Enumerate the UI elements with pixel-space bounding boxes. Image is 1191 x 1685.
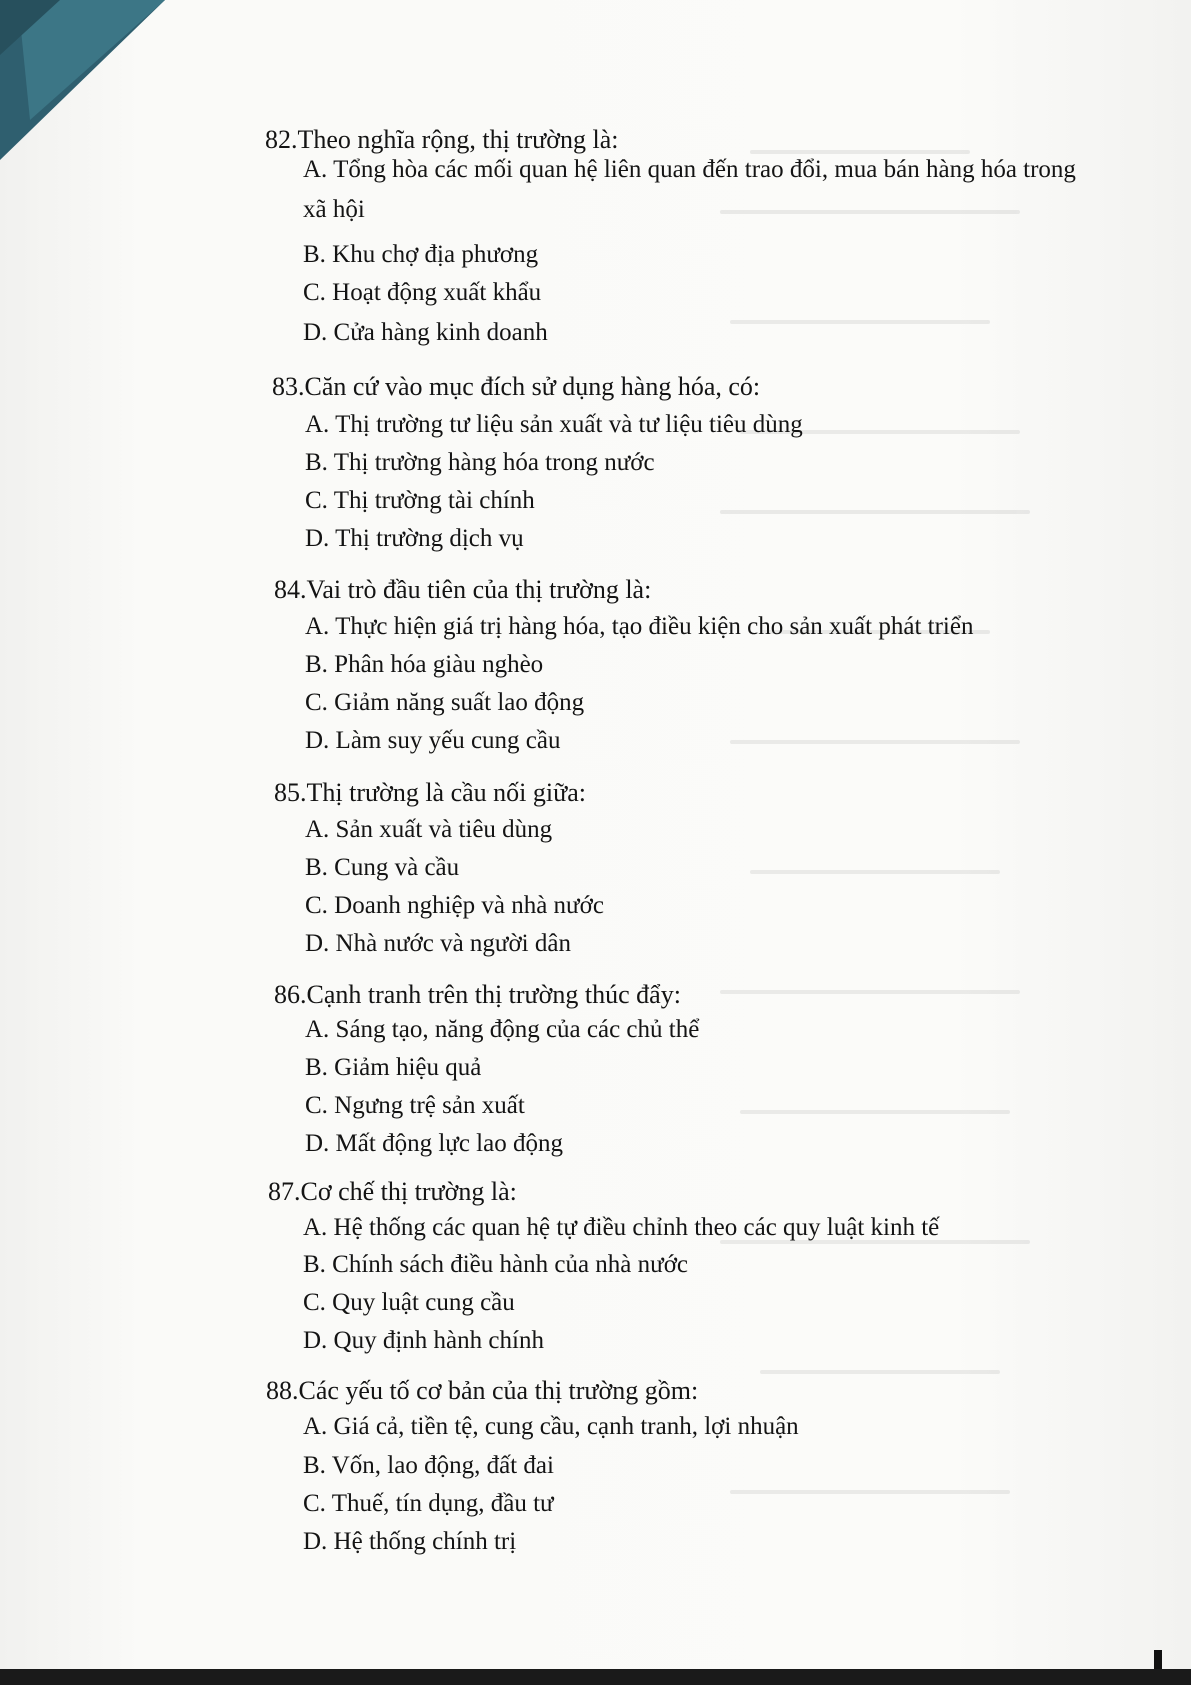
- question-title: [266, 1376, 698, 1406]
- option-c: C. Quy luật cung cầu: [303, 1289, 515, 1316]
- option-d: D. Cửa hàng kinh doanh: [303, 319, 548, 346]
- page-corner-shadow: [0, 0, 200, 170]
- option-b: B. Cung và cầu: [305, 854, 460, 881]
- option-d: D. Quy định hành chính: [303, 1327, 544, 1354]
- question-text: Cơ chế thị trường là:: [300, 1177, 517, 1206]
- question-text: Vai trò đầu tiên của thị trường là:: [306, 575, 652, 604]
- option-c: C. Ngưng trệ sản xuất: [305, 1092, 525, 1119]
- option-c: C. Giảm năng suất lao động: [305, 689, 585, 716]
- option-d: D. Mất động lực lao động: [305, 1130, 563, 1157]
- option-a: A. Sản xuất và tiêu dùng: [305, 816, 553, 843]
- question-title: [268, 1177, 517, 1207]
- question-title: [272, 372, 760, 402]
- option-b: B. Vốn, lao động, đất đai: [303, 1452, 554, 1479]
- option-a: A. Sáng tạo, năng động của các chủ thể: [305, 1016, 700, 1043]
- question-text: Cạnh tranh trên thị trường thúc đẩy:: [306, 980, 681, 1009]
- question-title: [274, 575, 651, 605]
- option-c: C. Thuế, tín dụng, đầu tư: [303, 1490, 554, 1517]
- question-number: 82.: [265, 125, 298, 154]
- option-d: D. Nhà nước và người dân: [305, 930, 571, 957]
- question-number: 83.: [272, 372, 305, 401]
- question-number: 87.: [268, 1177, 301, 1206]
- option-b: B. Chính sách điều hành của nhà nước: [303, 1251, 689, 1278]
- option-d: D. Thị trường dịch vụ: [305, 525, 524, 552]
- option-a: A. Thị trường tư liệu sản xuất và tư liệu tiêu dùng: [305, 411, 803, 438]
- question-text: Các yếu tố cơ bản của thị trường gồm:: [298, 1376, 699, 1405]
- question-number: 86.: [274, 980, 307, 1009]
- option-c: C. Doanh nghiệp và nhà nước: [305, 892, 604, 919]
- question-number: 84.: [274, 575, 307, 604]
- option-d: D. Hệ thống chính trị: [303, 1528, 517, 1555]
- option-c: C. Hoạt động xuất khẩu: [303, 279, 542, 306]
- question-number: 88.: [266, 1376, 299, 1405]
- question-number: 85.: [274, 778, 307, 807]
- option-b: B. Phân hóa giàu nghèo: [305, 651, 544, 678]
- option-c: C. Thị trường tài chính: [305, 487, 535, 514]
- option-b: B. Khu chợ địa phương: [303, 241, 539, 268]
- question-title: [274, 980, 681, 1010]
- question-text: Căn cứ vào mục đích sử dụng hàng hóa, có:: [304, 372, 761, 401]
- option-a: A. Tổng hòa các mối quan hệ liên quan đến trao đổi, mua bán hàng hóa trong xã hội: [303, 156, 1076, 223]
- bleed-through-text: [720, 110, 1040, 1550]
- option-b: B. Thị trường hàng hóa trong nước: [305, 449, 655, 476]
- option-a: A. Thực hiện giá trị hàng hóa, tạo điều kiện cho sản xuất phát triển: [305, 613, 974, 640]
- scan-bottom-edge: [0, 1669, 1191, 1685]
- question-text: Theo nghĩa rộng, thị trường là:: [297, 125, 619, 154]
- option-a: A. Giá cả, tiền tệ, cung cầu, cạnh tranh, lợi nhuận: [303, 1413, 799, 1440]
- question-title: [274, 778, 586, 808]
- option-a: A. Hệ thống các quan hệ tự điều chỉnh theo các quy luật kinh tế: [303, 1214, 940, 1241]
- option-b: B. Giảm hiệu quả: [305, 1054, 482, 1081]
- question-text: Thị trường là cầu nối giữa:: [306, 778, 586, 807]
- option-d: D. Làm suy yếu cung cầu: [305, 727, 561, 754]
